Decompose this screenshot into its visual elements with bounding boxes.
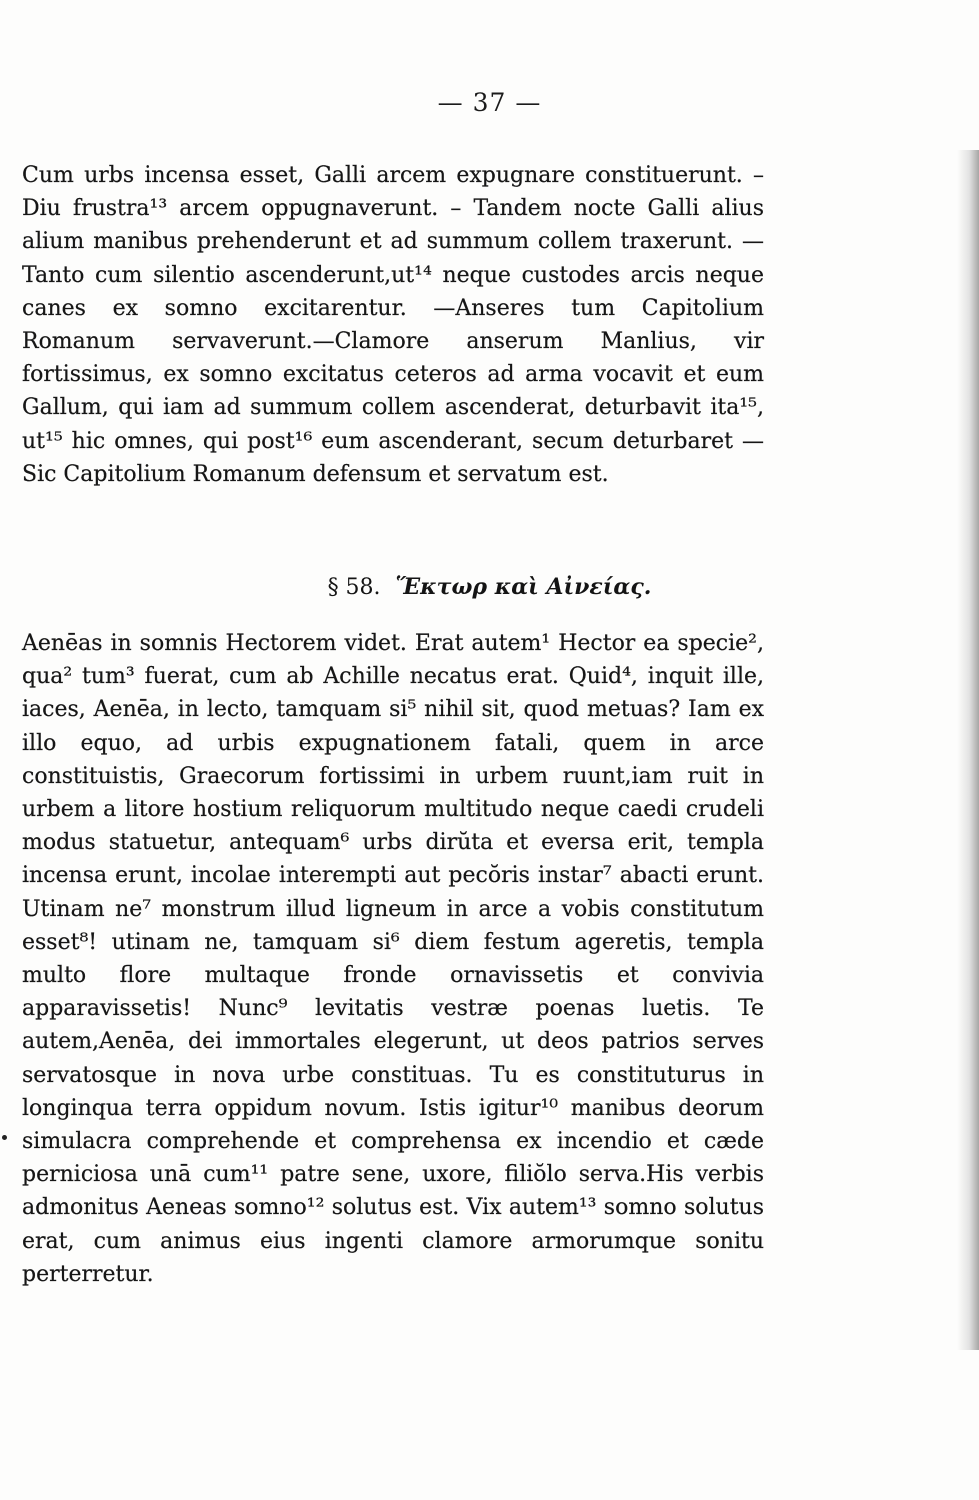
page-edge-shadow bbox=[957, 150, 979, 1350]
section-heading bbox=[0, 574, 979, 600]
paragraph-capitolium: Cum urbs incensa esset, Galli arcem expugnare constituerunt. – Diu frustra¹³ arcem oppugnaverunt. – Tandem nocte Galli alius alium manibus prehenderunt et ad summum collem traxerunt. —Tanto cum silentio ascenderunt,ut¹⁴ neque custodes arcis neque canes ex somno excitarentur. —Anseres tum Capitolium Romanum servaverunt.—Clamore anserum Manlius, vir fortissimus, ex somno excitatus ceteros ad arma vocavit et eum Gallum, qui iam ad summum collem ascenderat, deturbavit ita¹⁵, ut¹⁵ hic omnes, qui post¹⁶ eum ascenderant, secum deturbaret —Sic Capitolium Romanum defensum et servatum est. bbox=[22, 163, 764, 487]
section-number: § 58. bbox=[327, 575, 381, 600]
page-number: — 37 — bbox=[437, 88, 542, 117]
paragraph-hector-aeneas: Aenēas in somnis Hectorem videt. Erat autem¹ Hector ea specie², qua² tum³ fuerat, cum ab Achille necatus erat. Quid⁴, inquit ille, iaces, Aenēa, in lecto, tamquam si⁵ nihil sit, quod metuas? Iam ex illo equo, ad urbis expugnationem fatali, quem in arce constituistis, Graecorum fortissimi in urbem ruunt,iam ruit in urbem a litore hostium reliquorum multitudo neque caedi crudeli modus statuetur, antequam⁶ urbs dirŭta et eversa erit, templa incensa erunt, incolae interempti aut pecŏris instar⁷ abacti erunt. Utinam ne⁷ monstrum illud ligneum in arce a vobis constitutum esset⁸! utinam ne, tamquam si⁶ diem festum ageretis, templa multo flore multaque fronde ornavissetis et convivia apparavissetis! Nunc⁹ levitatis vestræ poenas luetis. Te autem,Aenēa, dei immortales elegerunt, ut deos patrios serves servatosque in nova urbe constituas. Tu es constituturus in longinqua terra oppidum novum. Istis igitur¹⁰ manibus deorum simulacra comprehende et comprehensa ex incendio et cæde perniciosa unā cum¹¹ patre sene, uxore, filiŏlo serva.His verbis admonitus Aeneas somno¹² solutus est. Vix autem¹³ somno solutus erat, cum animus eius ingenti clamore armorumque sonitu perterretur. bbox=[22, 631, 764, 1287]
section-title-greek: Ἕκτωρ καὶ Αἰνείας. bbox=[395, 574, 652, 600]
margin-mark bbox=[2, 1135, 7, 1140]
